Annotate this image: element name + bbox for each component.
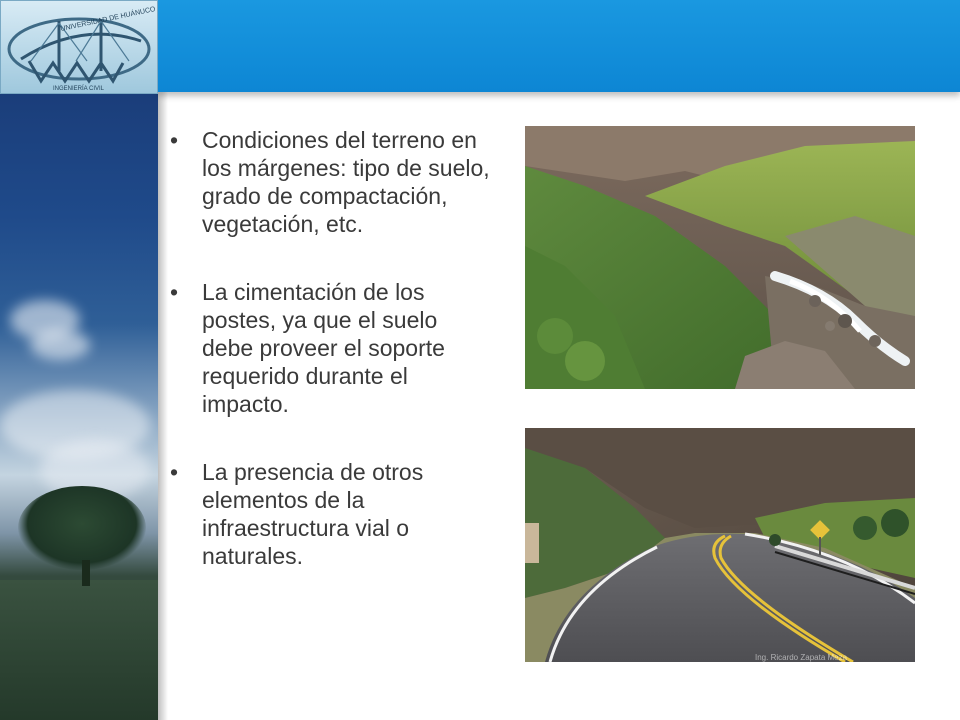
- bullet-dot: •: [170, 127, 179, 153]
- photo-caption: Ing. Ricardo Zapata Meza: [755, 653, 848, 662]
- bullet-dot: •: [170, 459, 179, 485]
- bullet-list: [162, 126, 492, 610]
- tree-icon: [18, 486, 146, 570]
- ground-shape: [0, 580, 158, 720]
- bridge-logo-icon: [1, 1, 159, 95]
- bullet-item: [162, 126, 492, 238]
- bullet-text: La presencia de otros elementos de la infraestructura vial o naturales.: [202, 459, 424, 569]
- bullet-dot: •: [170, 279, 179, 305]
- mountain-road-photo: [525, 428, 915, 662]
- bullet-text: La cimentación de los postes, ya que el suelo debe proveer el soporte requerido durante el impacto.: [202, 279, 445, 417]
- logo-text-top: UNIVERSIDAD DE HUÁNUCO: [59, 5, 157, 33]
- bullet-text: Condiciones del terreno en los márgenes: tipo de suelo, grado de compactación, vegetación, etc.: [202, 127, 490, 237]
- logo-text-bottom: INGENIERÍA CIVIL: [53, 86, 105, 92]
- mountain-road-image: [525, 428, 915, 662]
- tree-trunk: [82, 560, 90, 586]
- cloud-shape: [30, 330, 90, 360]
- bullet-item: [162, 278, 492, 418]
- river-valley-photo: [525, 126, 915, 389]
- header-bar: [158, 0, 960, 92]
- sidebar-background: [0, 0, 158, 720]
- bullet-item: [162, 458, 492, 570]
- university-logo: [0, 0, 158, 94]
- river-valley-image: [525, 126, 915, 389]
